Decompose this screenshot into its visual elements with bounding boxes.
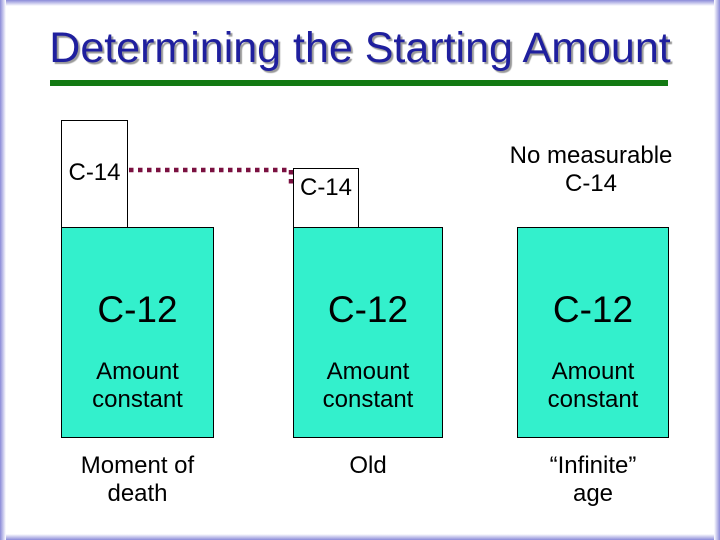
no-c14-line-1: No measurable — [509, 142, 673, 169]
caption-line-1: “Infinite” — [549, 452, 637, 479]
sample-caption — [507, 452, 679, 509]
c14-label: C-14 — [299, 174, 353, 201]
c12-label: C-12 — [552, 289, 634, 330]
amount-line-1: Amount — [96, 358, 179, 385]
c14-label: C-14 — [68, 159, 121, 186]
no-c14-line-2: C-14 — [564, 170, 618, 198]
amount-constant-label — [61, 358, 214, 415]
slide-frame-left — [0, 0, 6, 540]
sample-caption — [293, 452, 443, 480]
c12-label: C-12 — [327, 289, 409, 330]
caption-line-2: age — [572, 480, 614, 508]
c12-label: C-12 — [97, 289, 178, 330]
amount-constant-label — [293, 358, 443, 415]
amount-line-1: Amount — [326, 358, 410, 385]
sample-caption — [51, 452, 224, 509]
slide-frame-top — [0, 0, 720, 6]
title-underline — [50, 80, 668, 86]
caption-line-2: death — [107, 480, 168, 508]
dotted-connector — [126, 158, 296, 190]
amount-line-2: constant — [547, 386, 639, 414]
slide-frame-bottom — [0, 534, 720, 540]
caption-line-1: Old — [349, 452, 387, 479]
slide-frame-right — [714, 0, 720, 540]
no-measurable-c14-label — [466, 142, 716, 199]
amount-line-1: Amount — [551, 358, 635, 385]
slide-title: Determining the Starting Amount — [49, 24, 671, 72]
amount-constant-label — [517, 358, 669, 415]
amount-line-2: constant — [322, 386, 414, 414]
amount-line-2: constant — [92, 386, 183, 414]
caption-line-1: Moment of — [80, 452, 195, 479]
